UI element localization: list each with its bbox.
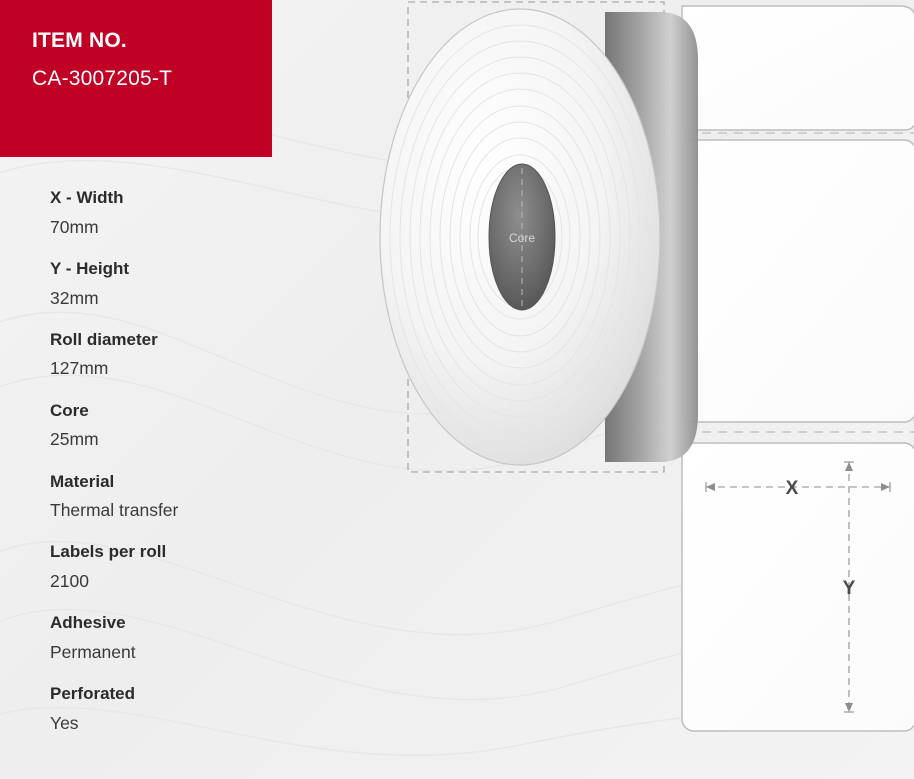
spec-row-roll-diameter [50,328,350,382]
spec-value-height: 32mm [50,287,99,308]
spec-key-perforated: Perforated [50,684,136,704]
item-number-label: ITEM NO. [32,29,127,52]
label-top [682,6,914,130]
spec-value-material: Thermal transfer [50,500,179,521]
label-middle [682,140,914,422]
label-roll-illustration [360,0,914,779]
spec-value-adhesive: Permanent [50,641,136,662]
core-caption: Core [508,231,536,245]
item-number-value: CA-3007205-T [32,67,173,91]
item-number-banner [0,0,272,157]
spec-value-perforated: Yes [50,712,79,733]
spec-key-adhesive: Adhesive [50,613,126,633]
spec-row-labels-per-roll [50,540,350,594]
spec-row-adhesive [50,611,350,665]
spec-row-width [50,186,350,240]
spec-value-roll-diameter: 127mm [50,358,109,379]
spec-row-perforated [50,682,350,736]
spec-key-roll-diameter: Roll diameter [50,329,158,349]
label-web [660,6,914,779]
spec-key-core: Core [50,400,89,420]
spec-key-width: X - Width [50,188,124,207]
height-letter: Y [842,578,856,599]
spec-row-core [50,399,350,453]
spec-list [50,186,350,753]
spec-key-labels-per-roll: Labels per roll [50,542,167,562]
spec-value-labels-per-roll: 2100 [50,571,89,592]
width-letter: X [785,478,799,499]
spec-key-height: Y - Height [50,258,130,278]
spec-key-material: Material [50,471,115,491]
spec-value-width: 70mm [50,216,99,237]
roll-body [380,9,698,465]
spec-value-core: 25mm [50,429,99,450]
spec-row-material [50,470,350,524]
spec-row-height [50,257,350,311]
